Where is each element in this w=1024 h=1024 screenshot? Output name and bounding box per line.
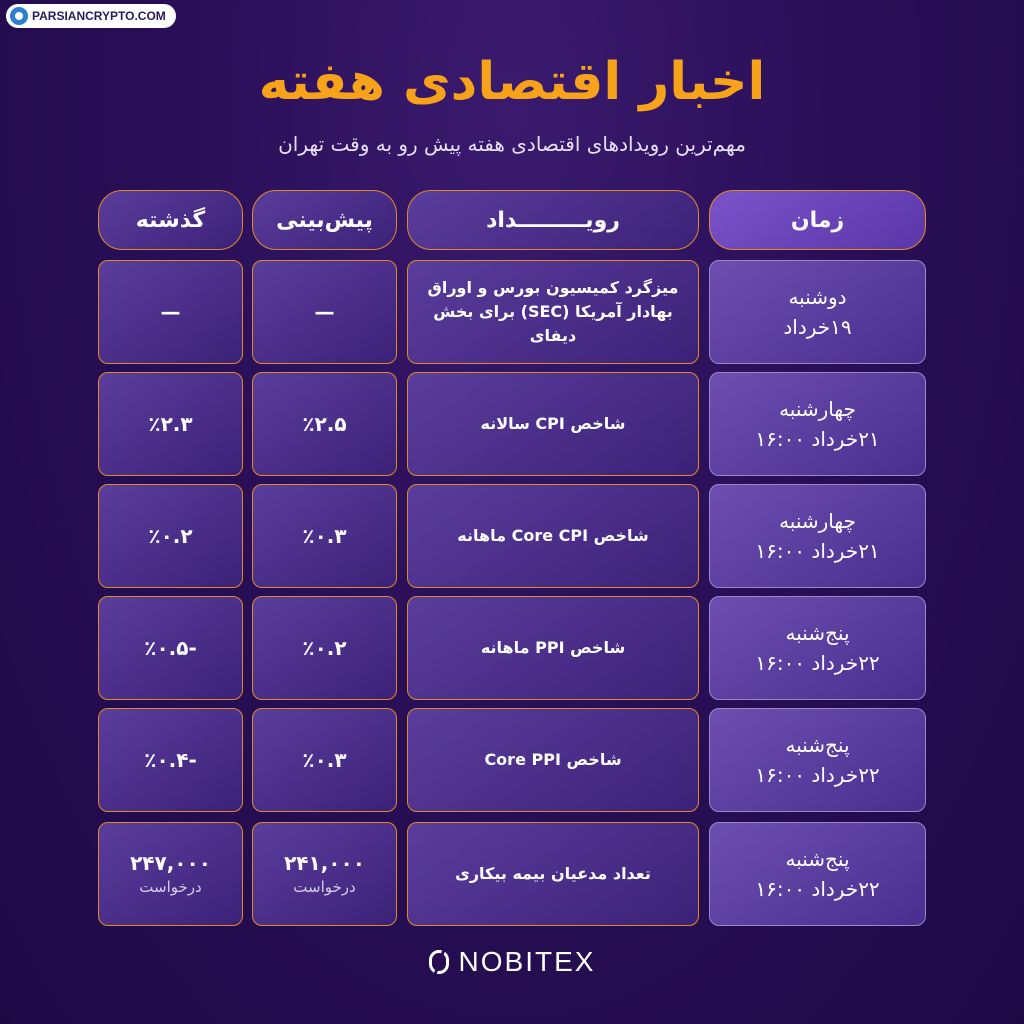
header-forecast: پیش‌بینی: [252, 190, 397, 250]
row-4-date: ۲۲خرداد ۱۶:۰۰: [755, 763, 880, 787]
row-1-event-text: شاخص CPI سالانه: [480, 414, 626, 433]
row-2-day: چهارشنبه: [779, 509, 856, 533]
page-subtitle: مهم‌ترین رویدادهای اقتصادی هفته پیش رو به وقت تهران: [278, 132, 746, 156]
row-5-previous-value: ۲۴۷,۰۰۰: [130, 851, 211, 875]
header-previous: گذشته: [98, 190, 243, 250]
row-1-day: چهارشنبه: [779, 397, 856, 421]
row-1-event: [407, 372, 699, 476]
row-1-forecast-value: ٪۲.۵: [302, 412, 347, 436]
row-4-forecast-value: ٪۰.۳: [302, 748, 347, 772]
row-0-time: [709, 260, 926, 364]
row-0-event: [407, 260, 699, 364]
row-4-forecast: [252, 708, 397, 812]
brand-name: NOBITEX: [458, 946, 596, 977]
row-2-date: ۲۱خرداد ۱۶:۰۰: [755, 539, 880, 563]
row-3-previous-value: -٪۰.۵: [144, 636, 197, 660]
row-3-forecast: [252, 596, 397, 700]
row-1-time: [709, 372, 926, 476]
row-4-time: [709, 708, 926, 812]
row-3-previous: [98, 596, 243, 700]
row-5-previous: [98, 822, 243, 926]
row-2-event: [407, 484, 699, 588]
crypto-logo-icon: [10, 7, 28, 25]
row-5-event: [407, 822, 699, 926]
row-2-event-text: شاخص Core CPI ماهانه: [457, 526, 649, 545]
row-1-previous-value: ٪۲.۳: [148, 412, 193, 436]
row-3-event-text: شاخص PPI ماهانه: [480, 638, 626, 657]
row-3-event: [407, 596, 699, 700]
row-0-date: ۱۹خرداد: [783, 315, 852, 339]
row-5-forecast-value: ۲۴۱,۰۰۰: [284, 851, 365, 875]
row-0-forecast-value: —: [314, 300, 335, 324]
row-1-forecast: [252, 372, 397, 476]
row-2-forecast: [252, 484, 397, 588]
row-4-previous-value: -٪۰.۴: [144, 748, 197, 772]
row-4-previous: [98, 708, 243, 812]
row-1-previous: [98, 372, 243, 476]
page-title: اخبار اقتصادی هفته: [258, 52, 766, 112]
header-time: زمان: [709, 190, 926, 250]
row-5-date: ۲۲خرداد ۱۶:۰۰: [755, 877, 880, 901]
row-0-event-text: میزگرد کمیسیون بورس و اوراق بهادار آمریکا (SEC) برای بخش دیفای: [427, 278, 679, 345]
row-5-forecast-unit: درخواست: [293, 878, 356, 896]
row-4-event: [407, 708, 699, 812]
row-0-forecast: [252, 260, 397, 364]
row-5-previous-unit: درخواست: [139, 878, 202, 896]
row-2-time: [709, 484, 926, 588]
row-3-forecast-value: ٪۰.۲: [302, 636, 347, 660]
nobitex-logo-icon: [429, 950, 449, 974]
row-0-previous: [98, 260, 243, 364]
row-2-previous: [98, 484, 243, 588]
row-1-date: ۲۱خرداد ۱۶:۰۰: [755, 427, 880, 451]
header-event: رویـــــــــداد: [407, 190, 699, 250]
row-5-event-text: تعداد مدعیان بیمه بیکاری: [455, 864, 651, 883]
row-5-day: پنج‌شنبه: [785, 847, 850, 871]
row-2-previous-value: ٪۰.۲: [148, 524, 193, 548]
row-0-day: دوشنبه: [788, 285, 847, 309]
row-3-time: [709, 596, 926, 700]
watermark-text: PARSIANCRYPTO.COM: [32, 9, 166, 23]
watermark: [6, 4, 176, 28]
row-3-day: پنج‌شنبه: [785, 621, 850, 645]
row-3-date: ۲۲خرداد ۱۶:۰۰: [755, 651, 880, 675]
row-4-day: پنج‌شنبه: [785, 733, 850, 757]
footer-brand: [0, 946, 1024, 978]
row-2-forecast-value: ٪۰.۳: [302, 524, 347, 548]
row-5-forecast: [252, 822, 397, 926]
row-4-event-text: شاخص Core PPI: [484, 750, 622, 769]
row-5-time: [709, 822, 926, 926]
row-0-previous-value: —: [160, 300, 181, 324]
